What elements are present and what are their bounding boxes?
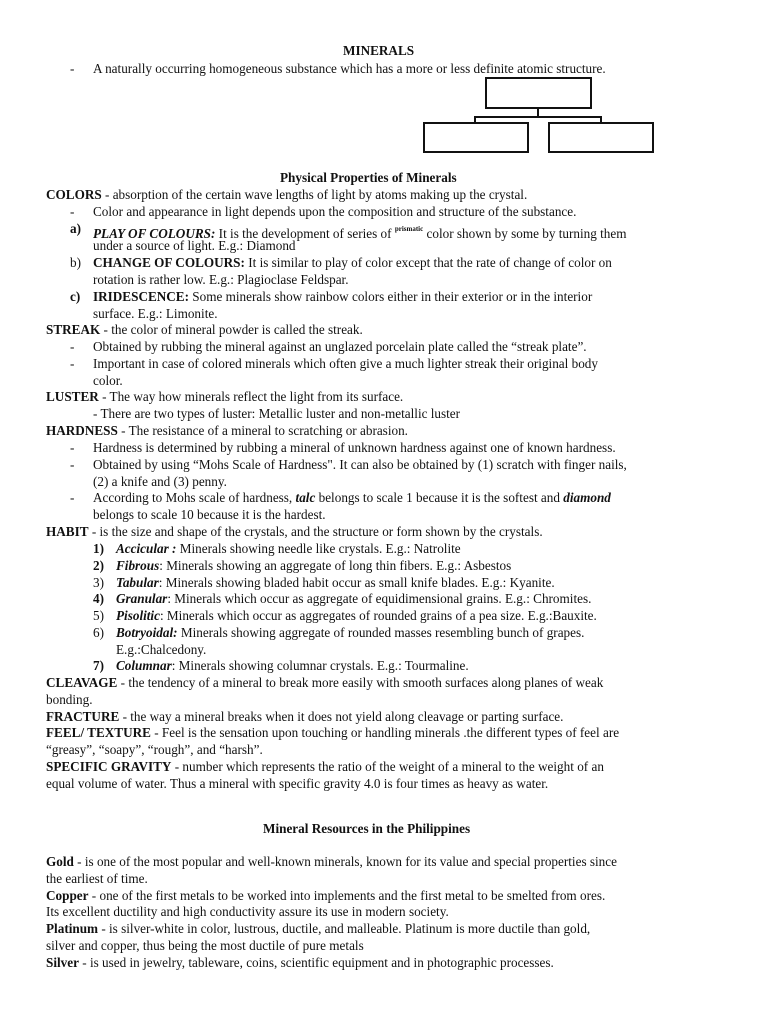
list-label: a) xyxy=(70,221,81,236)
change-of-colours-text: It is similar to play of color except that the rate of change of color on xyxy=(244,255,612,270)
habit-term: HABIT xyxy=(46,524,89,539)
habit-item-num: 3) xyxy=(93,575,104,590)
habit-item-term: Accicular : xyxy=(116,541,177,556)
silver-def: - is used in jewelry, tableware, coins, scientific equipment and in photographic processes. xyxy=(78,955,554,970)
gravity-line xyxy=(46,759,604,775)
play-of-colours-text: It is the development of series of xyxy=(215,226,395,241)
gold-term: Gold xyxy=(46,854,74,869)
colors-term: COLORS xyxy=(46,187,102,202)
hardness-term: HARDNESS xyxy=(46,423,118,438)
diagram-right-box xyxy=(548,122,654,153)
bullet-dash: - xyxy=(70,356,75,371)
habit-item-num: 7) xyxy=(93,658,104,673)
prismatic-superscript: prismatic xyxy=(394,225,424,233)
habit-item-term: Botryoidal: xyxy=(116,625,178,640)
streak-bullet-2-cont: color. xyxy=(93,373,123,388)
cleavage-term: CLEAVAGE xyxy=(46,675,118,690)
habit-item xyxy=(116,591,591,607)
play-of-colours-text-end: color shown by some by turning them xyxy=(423,226,627,241)
bullet-dash: - xyxy=(70,339,75,354)
habit-item-num: 5) xyxy=(93,608,104,623)
copper-def: - one of the first metals to be worked into implements and the first metal to be smelted from ores. xyxy=(88,888,606,903)
copper-line xyxy=(46,888,605,904)
hardness-bullet-3-cont: belongs to scale 10 because it is the hardest. xyxy=(93,507,326,522)
gravity-cont: equal volume of water. Thus a mineral with specific gravity 4.0 is four times as heavy as water. xyxy=(46,776,549,791)
fracture-def: - the way a mineral breaks when it does not yield along cleavage or parting surface. xyxy=(119,709,564,724)
hardness-bullet-3 xyxy=(93,490,611,506)
streak-line xyxy=(46,322,363,338)
habit-item-term: Fibrous xyxy=(116,558,160,573)
copper-cont: Its excellent ductility and high conductivity assure its use in modern society. xyxy=(46,904,449,919)
mohs-text-a: According to Mohs scale of hardness, xyxy=(93,490,296,505)
habit-item-text: Minerals showing aggregate of rounded masses resembling bunch of grapes. xyxy=(177,625,585,640)
section-heading-resources: Mineral Resources in the Philippines xyxy=(263,821,471,836)
cleavage-line xyxy=(46,675,603,691)
definition-bullet: - xyxy=(70,61,75,76)
habit-item xyxy=(116,608,597,624)
luster-def: - The way how minerals reflect the light from its surface. xyxy=(98,389,404,404)
copper-term: Copper xyxy=(46,888,89,903)
play-of-colours-cont: under a source of light. E.g.: Diamond xyxy=(93,238,296,253)
hardness-bullet-2-cont: (2) a knife and (3) penny. xyxy=(93,474,227,489)
bullet-dash: - xyxy=(70,490,75,505)
habit-item-num: 1) xyxy=(93,541,104,556)
streak-def: - the color of mineral powder is called the streak. xyxy=(100,322,363,337)
iridescence-term: IRIDESCENCE: xyxy=(93,289,189,304)
habit-item-term: Tabular xyxy=(116,575,159,590)
streak-bullet-1: Obtained by rubbing the mineral against an unglazed porcelain plate called the “streak plate”. xyxy=(93,339,587,354)
feel-cont: “greasy”, “soapy”, “rough”, and “harsh”. xyxy=(46,742,263,757)
colors-def: - absorption of the certain wave lengths of light by atoms making up the crystal. xyxy=(101,187,528,202)
play-of-colours-term: PLAY OF COLOURS: xyxy=(93,226,216,241)
habit-item xyxy=(116,625,584,641)
gold-def: - is one of the most popular and well-known minerals, known for its value and special properties since xyxy=(73,854,617,869)
gravity-term: SPECIFIC GRAVITY xyxy=(46,759,172,774)
habit-item xyxy=(116,575,555,591)
habit-item-num: 4) xyxy=(93,591,104,606)
fracture-term: FRACTURE xyxy=(46,709,120,724)
bullet-dash: - xyxy=(70,457,75,472)
definition-text: A naturally occurring homogeneous substance which has a more or less definite atomic structure. xyxy=(93,61,606,76)
hardness-def: - The resistance of a mineral to scratching or abrasion. xyxy=(117,423,408,438)
colors-bullet: Color and appearance in light depends upon the composition and structure of the substance. xyxy=(93,204,577,219)
diagram-left-box xyxy=(423,122,529,153)
habit-item-term: Pisolitic xyxy=(116,608,160,623)
habit-item-term: Granular xyxy=(116,591,168,606)
habit-item-text: : Minerals which occur as aggregates of rounded grains of a pea size. E.g.:Bauxite. xyxy=(159,608,597,623)
habit-item-text: : Minerals showing columnar crystals. E.g.: Tourmaline. xyxy=(171,658,469,673)
feel-term: FEEL/ TEXTURE xyxy=(46,725,151,740)
habit-line xyxy=(46,524,543,540)
fracture-line xyxy=(46,709,563,725)
habit-item-text: : Minerals which occur as aggregate of equidimensional grains. E.g.: Chromites. xyxy=(167,591,592,606)
list-label: c) xyxy=(70,289,81,304)
cleavage-cont: bonding. xyxy=(46,692,93,707)
diagram-connector-bar xyxy=(474,116,602,118)
habit-item-term: Columnar xyxy=(116,658,172,673)
diagram-top-box xyxy=(485,77,592,109)
colors-line xyxy=(46,187,527,203)
platinum-cont: silver and copper, thus being the most ductile of pure metals xyxy=(46,938,364,953)
streak-term: STREAK xyxy=(46,322,101,337)
hardness-bullet-1: Hardness is determined by rubbing a mineral of unknown hardness against one of known hardness. xyxy=(93,440,616,455)
luster-line xyxy=(46,389,403,405)
bullet-dash: - xyxy=(70,440,75,455)
habit-item xyxy=(116,658,469,674)
habit-item xyxy=(116,558,511,574)
feel-line xyxy=(46,725,619,741)
list-label: b) xyxy=(70,255,81,270)
hardness-bullet-2: Obtained by using “Mohs Scale of Hardness". It can also be obtained by (1) scratch with finger nails, xyxy=(93,457,627,472)
gravity-def: - number which represents the ratio of the weight of a mineral to the weight of an xyxy=(171,759,604,774)
hardness-line xyxy=(46,423,408,439)
platinum-line xyxy=(46,921,590,937)
silver-line xyxy=(46,955,554,971)
platinum-term: Platinum xyxy=(46,921,99,936)
section-heading-physical: Physical Properties of Minerals xyxy=(280,170,457,185)
iridescence-line xyxy=(93,289,592,305)
change-of-colours-term: CHANGE OF COLOURS: xyxy=(93,255,245,270)
habit-item-text: : Minerals showing an aggregate of long thin fibers. E.g.: Asbestos xyxy=(159,558,512,573)
change-of-colours-cont: rotation is rather low. E.g.: Plagioclase Feldspar. xyxy=(93,272,349,287)
diamond-term: diamond xyxy=(563,490,611,505)
habit-item-cont: E.g.:Chalcedony. xyxy=(116,642,207,657)
bullet-dash: - xyxy=(70,204,75,219)
gold-line xyxy=(46,854,617,870)
habit-item-text: Minerals showing needle like crystals. E.g.: Natrolite xyxy=(176,541,461,556)
streak-bullet-2: Important in case of colored minerals which often give a much lighter streak their original body xyxy=(93,356,598,371)
habit-item xyxy=(116,541,461,557)
luster-term: LUSTER xyxy=(46,389,99,404)
luster-sub: - There are two types of luster: Metallic luster and non-metallic luster xyxy=(93,406,461,421)
iridescence-text: Some minerals show rainbow colors either in their exterior or in the interior xyxy=(189,289,593,304)
gold-cont: the earliest of time. xyxy=(46,871,148,886)
change-of-colours-line xyxy=(93,255,612,271)
mohs-text-b: belongs to scale 1 because it is the softest and xyxy=(315,490,564,505)
cleavage-def: - the tendency of a mineral to break more easily with smooth surfaces along planes of weak xyxy=(117,675,604,690)
platinum-def: - is silver-white in color, lustrous, ductile, and malleable. Platinum is more ductile than gold, xyxy=(98,921,591,936)
habit-item-text: : Minerals showing bladed habit occur as small knife blades. E.g.: Kyanite. xyxy=(158,575,555,590)
habit-item-num: 2) xyxy=(93,558,104,573)
feel-def: - Feel is the sensation upon touching or handling minerals .the different types of feel are xyxy=(150,725,620,740)
page-title: MINERALS xyxy=(343,43,415,58)
habit-item-num: 6) xyxy=(93,625,104,640)
talc-term: talc xyxy=(295,490,316,505)
silver-term: Silver xyxy=(46,955,79,970)
iridescence-cont: surface. E.g.: Limonite. xyxy=(93,306,218,321)
habit-def: - is the size and shape of the crystals, and the structure or form shown by the crystals. xyxy=(88,524,543,539)
